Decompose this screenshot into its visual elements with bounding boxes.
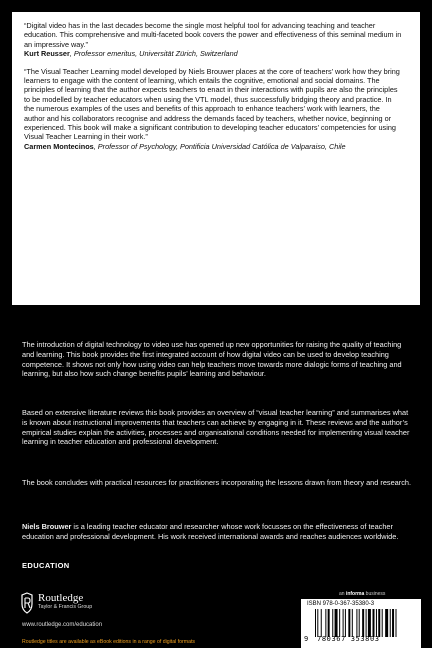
informa-suffix: business bbox=[364, 591, 386, 597]
publisher-logo bbox=[20, 592, 170, 622]
barcode-box bbox=[301, 599, 421, 648]
barcode-bar bbox=[317, 609, 318, 637]
barcode-bar bbox=[368, 609, 371, 637]
barcode-bar bbox=[366, 609, 367, 637]
barcode-bar bbox=[332, 609, 333, 637]
barcode-bar bbox=[392, 609, 394, 637]
barcode-first-digit: 9 bbox=[304, 635, 309, 643]
barcode-bar bbox=[376, 609, 377, 637]
barcode-bar bbox=[315, 609, 316, 637]
barcode-bar bbox=[343, 609, 344, 637]
informa-prefix: an bbox=[339, 591, 346, 597]
barcode-bar bbox=[321, 609, 322, 637]
endorsement-attribution-1 bbox=[24, 49, 402, 58]
endorsement-quote-1: “Digital video has in the last decades become the single most helpful tool for advancing teaching and teacher education. This comprehensive and multi-faceted book covers the power and effectiveness of this seminal medium in an impressive way.” bbox=[24, 21, 402, 49]
barcode-digits: 780367 353803 bbox=[317, 635, 380, 643]
barcode-bar bbox=[328, 609, 330, 637]
barcode-bar bbox=[396, 609, 397, 637]
barcode-bar bbox=[382, 609, 383, 637]
barcode-bar bbox=[356, 609, 357, 637]
endorsement-quote-2: “The Visual Teacher Learning model developed by Niels Brouwer places at the core of teachers’ work how they bring learners to engage with the content of learning, which entails the cognitive, emotional and social domains. The principles of learning that the author expects teachers to enact in their interactions with pupils are also the principles to be modelled by teacher educators when using the VTL model, thus successfully bridging theory and practice. In the numerous examples of the uses and benefits of this approach to enhance teachers’ work with learners, the author and his collaborators recognise and address the demands faced by teachers, whether novice, beginning or experienced. This book will make a significant contribution to developing teacher educators’ competencies for using Visual Teacher Learning in their work.” bbox=[24, 66, 400, 142]
author-bio-text: is a leading teacher educator and researcher whose work focusses on the effectiveness of teacher education and professional development. His work received international awards and reaches audiences worldwide. bbox=[22, 522, 399, 541]
barcode-bar bbox=[325, 609, 326, 637]
barcode-bar bbox=[378, 609, 380, 637]
publisher-name: Routledge bbox=[38, 592, 84, 604]
barcode-bar bbox=[362, 609, 364, 637]
barcode-bar bbox=[359, 609, 360, 637]
barcode-bar bbox=[339, 609, 340, 637]
barcode-bar bbox=[335, 609, 338, 637]
isbn-label: ISBN 978-0-367-35380-3 bbox=[307, 601, 375, 607]
barcode-bar bbox=[348, 609, 350, 637]
publisher-url[interactable]: www.routledge.com/education bbox=[22, 622, 103, 628]
description-paragraph-3: The book concludes with practical resources for practitioners incorporating the lessons drawn from theory and research. bbox=[22, 478, 411, 487]
endorsements-box bbox=[12, 12, 420, 305]
barcode-bar bbox=[352, 609, 353, 637]
barcode-bar bbox=[345, 609, 346, 637]
barcode-bar bbox=[385, 609, 388, 637]
endorsement-attribution-2 bbox=[24, 142, 402, 151]
endorser-name-2: Carmen Montecinos bbox=[24, 141, 94, 151]
description-paragraph-1: The introduction of digital technology to video use has opened up new opportunities for raising the quality of teaching and learning. This book provides the first integrated account of how digital video can be used to develop teaching competence. It shows not only how using video can help teachers move towards more dialogic forms of teaching and learning, but also how such change benefits pupils’ learning and behaviour. bbox=[22, 340, 402, 379]
informa-brand: informa bbox=[345, 591, 365, 597]
endorser-name-1: Kurt Reusser bbox=[24, 49, 70, 59]
barcode-bar bbox=[390, 609, 391, 637]
description-paragraph-2: Based on extensive literature reviews this book provides an overview of “visual teacher learning” and summarises what is known about instructional improvements that teachers can achieve by engaging in it. These reviews and the author’s empirical studies explain the activities, processes and organisational conditions needed for implementing visual teacher learning in teacher education and professional development. bbox=[22, 408, 410, 447]
barcode-icon bbox=[315, 609, 409, 637]
informa-tagline bbox=[339, 591, 385, 597]
author-bio bbox=[22, 522, 414, 542]
barcode-bar bbox=[373, 609, 375, 637]
ebook-note: Routledge titles are available as eBook editions in a range of digital formats bbox=[22, 639, 196, 645]
endorser-role-2: , Professor of Psychology, Pontificia Universidad Católica de Valparaiso, Chile bbox=[93, 141, 346, 151]
subject-category: EDUCATION bbox=[22, 561, 70, 570]
author-name: Niels Brouwer bbox=[22, 522, 72, 531]
publisher-group: Taylor & Francis Group bbox=[38, 604, 93, 610]
routledge-emblem-icon bbox=[20, 592, 34, 614]
endorser-role-1: , Professor emeritus, Universität Zürich, Switzerland bbox=[69, 49, 238, 59]
